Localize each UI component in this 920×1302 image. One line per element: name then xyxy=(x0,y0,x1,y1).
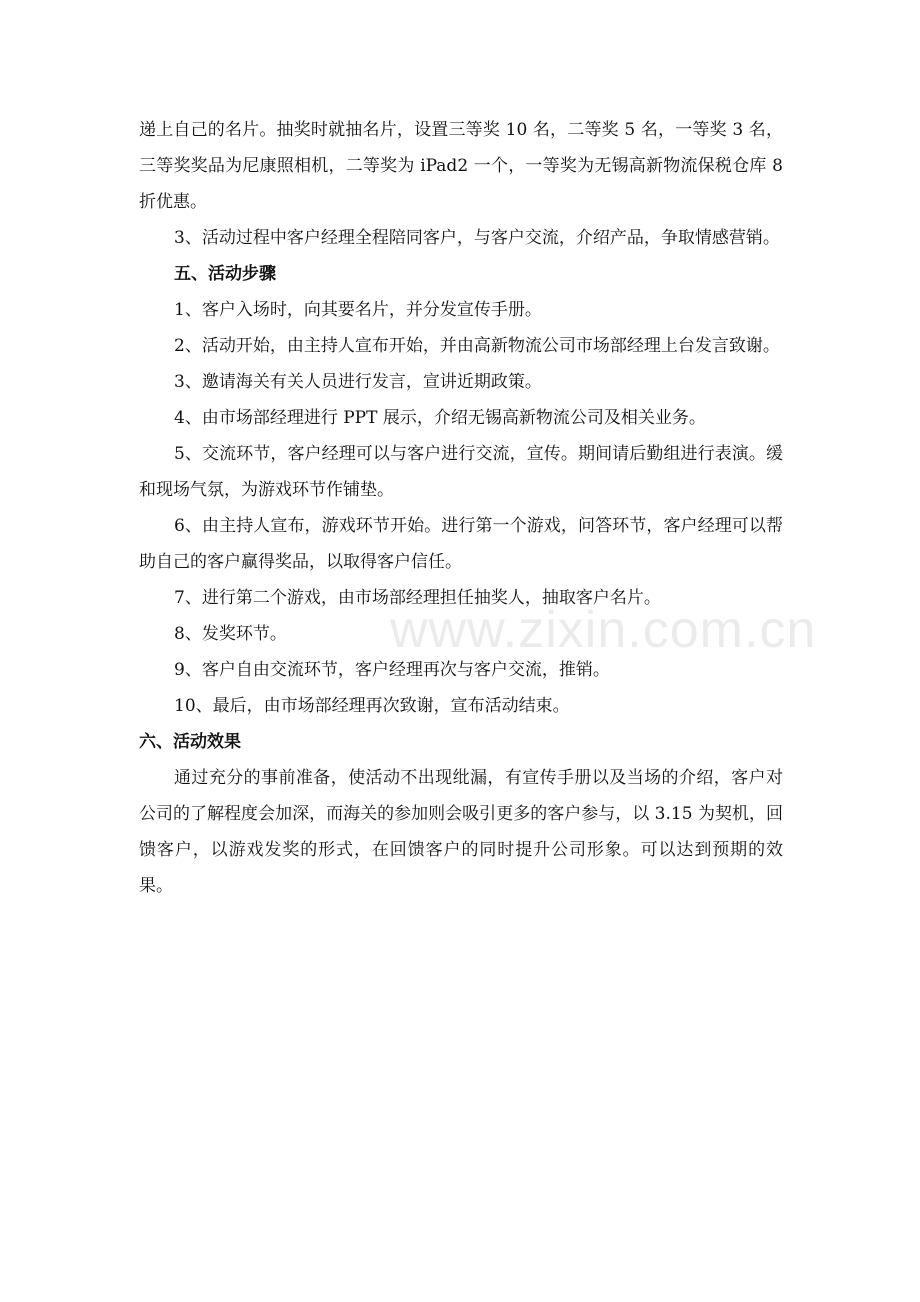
step-2: 2、活动开始，由主持人宣布开始，并由高新物流公司市场部经理上台发言致谢。 xyxy=(174,336,780,356)
step-1: 1、客户入场时，向其要名片，并分发宣传手册。 xyxy=(174,300,542,320)
paragraph-item-3-companion: 3、活动过程中客户经理全程陪同客户，与客户交流，介绍产品，争取情感营销。 xyxy=(174,228,780,248)
step-6: 6、由主持人宣布，游戏环节开始。进行第一个游戏，问答环节，客户经理可以帮助自己的客户赢得奖品，以取得客户信任。 xyxy=(139,516,783,572)
step-4: 4、由市场部经理进行 PPT 展示，介绍无锡高新物流公司及相关业务。 xyxy=(174,408,706,428)
step-9: 9、客户自由交流环节，客户经理再次与客户交流，推销。 xyxy=(174,660,610,680)
paragraph-prize-details: 递上自己的名片。抽奖时就抽名片，设置三等奖 10 名，二等奖 5 名，一等奖 3 名，三等奖奖品为尼康照相机，二等奖为 iPad2 一个，一等奖为无锡高新物流保税仓库 8 折优惠。 xyxy=(139,120,783,212)
section-heading-activity-effect: 六、活动效果 xyxy=(139,732,241,752)
step-5: 5、交流环节，客户经理可以与客户进行交流，宣传。期间请后勤组进行表演。缓和现场气氛，为游戏环节作铺垫。 xyxy=(139,444,783,500)
step-3: 3、邀请海关有关人员进行发言，宣讲近期政策。 xyxy=(174,372,542,392)
step-10: 10、最后，由市场部经理再次致谢，宣布活动结束。 xyxy=(174,696,570,716)
watermark: www.zixin.com.cn xyxy=(390,601,817,659)
step-7: 7、进行第二个游戏，由市场部经理担任抽奖人，抽取客户名片。 xyxy=(174,588,661,608)
paragraph-activity-effect: 通过充分的事前准备，使活动不出现纰漏，有宣传手册以及当场的介绍，客户对公司的了解程度会加深，而海关的参加则会吸引更多的客户参与，以 3.15 为契机，回馈客户，以游戏发奖的形式，在回馈客户的同时提升公司形象。可以达到预期的效果。 xyxy=(139,768,783,896)
document-page xyxy=(139,112,783,904)
step-8: 8、发奖环节。 xyxy=(174,624,287,644)
section-heading-activity-steps: 五、活动步骤 xyxy=(174,264,276,284)
